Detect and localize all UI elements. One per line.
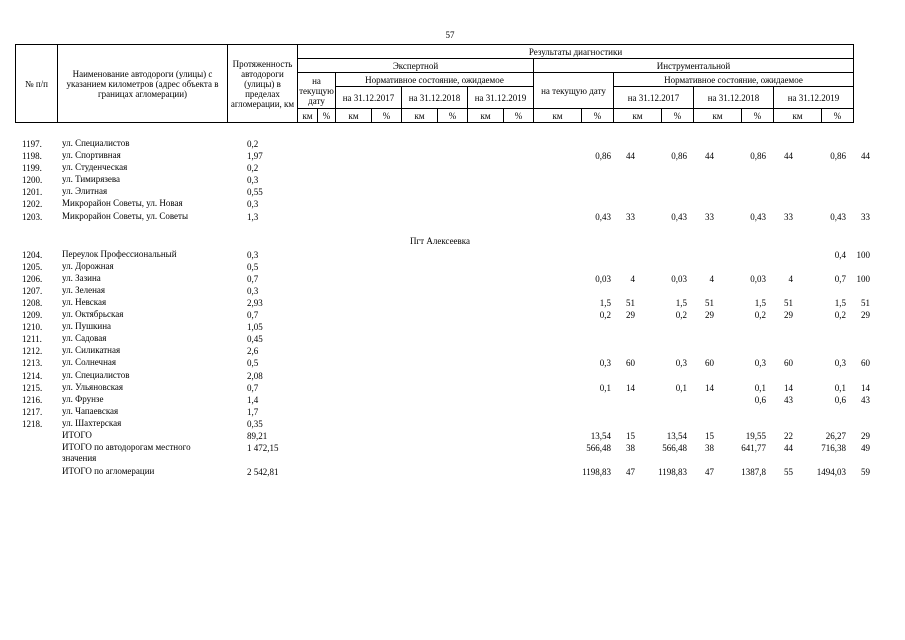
road-name: ул. Чапаевская [62, 405, 119, 416]
road-length: 0,3 [247, 199, 259, 210]
road-name: ул. Невская [62, 296, 107, 307]
value-pct: 29 [784, 310, 793, 321]
value-pct: 33 [705, 211, 714, 222]
value-pct: 60 [626, 358, 635, 369]
value-km: 26,27 [825, 430, 846, 441]
row-number: 1217. [22, 406, 43, 417]
value-km: 1198,83 [582, 467, 611, 478]
road-name: ул. Пушкина [62, 321, 112, 332]
row-number: 1214. [22, 370, 43, 381]
row-number: 1208. [22, 297, 43, 308]
row-number: 1207. [22, 285, 43, 296]
value-km: 0,86 [830, 151, 846, 162]
value-pct: 38 [705, 443, 714, 454]
header-length: Протяженность автодороги (улицы) в пределах агломерации, км [228, 45, 298, 123]
row-number: 1199. [22, 163, 42, 174]
value-pct: 33 [626, 211, 635, 222]
table-row [15, 162, 865, 174]
road-name: ул. Ульяновская [62, 381, 124, 392]
value-km: 0,86 [671, 151, 687, 162]
header-current-instr: на текущую дату [534, 73, 614, 109]
value-km: 0,3 [754, 358, 766, 369]
value-km: 0,4 [834, 249, 846, 260]
value-km: 641,77 [741, 443, 766, 454]
row-number: 1201. [22, 187, 43, 198]
row-number: 1205. [22, 261, 43, 272]
unit-km: км [774, 109, 822, 123]
value-km: 1387,8 [741, 467, 766, 478]
value-km: 1,5 [599, 297, 611, 308]
road-length: 1,7 [247, 406, 259, 417]
value-pct: 33 [861, 211, 870, 222]
value-pct: 29 [705, 310, 714, 321]
value-pct: 29 [626, 310, 635, 321]
road-length: 0,2 [247, 139, 259, 149]
header-expert: Экспертной [298, 59, 534, 73]
road-length: 1,3 [247, 211, 259, 222]
header-idate-2018: на 31.12.2018 [694, 87, 774, 109]
value-pct: 44 [705, 151, 714, 162]
unit-km: км [534, 109, 582, 123]
road-name: ул. Специалистов [62, 369, 130, 380]
road-name: ул. Элитная [62, 186, 108, 197]
table-row [15, 186, 865, 198]
value-pct: 43 [784, 394, 793, 405]
row-number: 1211. [22, 334, 42, 345]
header-table [15, 44, 854, 123]
road-name: ул. Тимирязева [62, 174, 121, 185]
road-length: 0,3 [247, 249, 259, 260]
value-pct: 100 [856, 249, 870, 260]
value-pct: 38 [626, 443, 635, 454]
road-length: 0,45 [247, 334, 263, 345]
road-name: ул. Солнечная [62, 357, 117, 368]
value-pct: 14 [705, 382, 714, 393]
value-pct: 60 [705, 358, 714, 369]
value-pct: 29 [861, 310, 870, 321]
value-pct: 100 [856, 273, 870, 284]
value-km: 0,43 [595, 211, 611, 222]
road-length: 2 542,81 [247, 467, 279, 478]
value-km: 19,55 [745, 430, 766, 441]
value-pct: 51 [784, 297, 793, 308]
header-date-2017: на 31.12.2017 [336, 87, 402, 109]
value-pct: 51 [626, 297, 635, 308]
road-name: ул. Спортивная [62, 150, 121, 161]
road-length: 0,35 [247, 418, 263, 429]
unit-pct: % [662, 109, 694, 123]
road-length: 0,7 [247, 382, 259, 393]
row-number: 1215. [22, 382, 43, 393]
road-name: ул. Силикатная [62, 345, 121, 356]
row-number: 1198. [22, 151, 42, 162]
value-pct: 47 [626, 467, 635, 478]
table-row [15, 418, 865, 430]
road-length: 1,97 [247, 151, 263, 162]
table-row [15, 150, 870, 162]
value-pct: 15 [626, 430, 635, 441]
unit-pct: % [582, 109, 614, 123]
table-row [15, 285, 865, 297]
unit-pct: % [318, 109, 336, 123]
value-km: 0,3 [834, 358, 846, 369]
value-pct: 14 [861, 382, 870, 393]
value-km: 0,03 [750, 273, 766, 284]
value-pct: 4 [709, 273, 714, 284]
rows-group-a [15, 138, 870, 235]
value-pct: 60 [784, 358, 793, 369]
value-km: 0,03 [595, 273, 611, 284]
value-km: 0,2 [754, 310, 766, 321]
row-number: 1209. [22, 310, 43, 321]
section-row [15, 235, 865, 249]
value-km: 0,6 [834, 394, 846, 405]
table-row [15, 429, 870, 442]
road-length: 0,2 [247, 163, 259, 174]
value-pct: 59 [861, 467, 870, 478]
unit-pct: % [438, 109, 468, 123]
value-pct: 44 [784, 443, 793, 454]
road-name: ул. Зазина [62, 272, 101, 283]
value-km: 1,5 [675, 297, 687, 308]
value-pct: 44 [626, 151, 635, 162]
value-km: 0,03 [671, 273, 687, 284]
table-row [15, 406, 865, 418]
table-row [15, 466, 870, 478]
unit-km: км [468, 109, 504, 123]
value-pct: 44 [784, 151, 793, 162]
road-name: ИТОГО по автодорогам местного значения [62, 442, 191, 464]
value-pct: 14 [626, 382, 635, 393]
value-km: 0,6 [754, 394, 766, 405]
table-row [15, 381, 870, 394]
value-pct: 29 [861, 430, 870, 441]
value-km: 0,86 [595, 151, 611, 162]
unit-km: км [694, 109, 742, 123]
page-number: 57 [445, 30, 455, 40]
road-length: 2,08 [247, 370, 263, 381]
road-name: ул. Октябрьская [62, 309, 124, 320]
road-name: ИТОГО по агломерации [62, 466, 155, 477]
value-pct: 49 [861, 443, 870, 454]
header-idate-2017: на 31.12.2017 [614, 87, 694, 109]
value-pct: 4 [630, 273, 635, 284]
value-km: 0,43 [750, 211, 766, 222]
road-name: ул. Садовая [62, 333, 107, 344]
value-km: 13,54 [666, 430, 687, 441]
road-name: ул. Фрунзе [62, 393, 104, 404]
row-number: 1218. [22, 418, 43, 429]
header-idate-2019: на 31.12.2019 [774, 87, 854, 109]
road-name: ул. Специалистов [62, 138, 130, 148]
value-km: 13,54 [590, 430, 611, 441]
table-row [15, 442, 870, 466]
table-row [15, 357, 870, 369]
header-instrumental: Инструментальной [534, 59, 854, 73]
unit-pct: % [742, 109, 774, 123]
unit-km: км [298, 109, 318, 123]
row-number: 1213. [22, 358, 43, 369]
road-length: 2,93 [247, 297, 263, 308]
value-km: 0,86 [750, 151, 766, 162]
road-name: ИТОГО [62, 429, 92, 440]
value-pct: 60 [861, 358, 870, 369]
table-row [15, 296, 870, 309]
table-row [15, 248, 870, 261]
value-pct: 15 [705, 430, 714, 441]
value-pct: 33 [784, 211, 793, 222]
road-length: 0,7 [247, 310, 259, 321]
road-name: Микрорайон Советы, ул. Новая [62, 198, 183, 209]
header-date-2019: на 31.12.2019 [468, 87, 534, 109]
table-row [15, 174, 865, 186]
value-pct: 55 [784, 467, 793, 478]
header-current-expert: на текущую дату [298, 73, 336, 109]
row-number: 1197. [22, 139, 42, 149]
value-km: 0,2 [599, 310, 611, 321]
unit-pct: % [822, 109, 854, 123]
road-length: 0,7 [247, 273, 259, 284]
value-km: 0,43 [671, 211, 687, 222]
value-km: 0,1 [599, 382, 611, 393]
value-pct: 47 [705, 467, 714, 478]
unit-km: км [402, 109, 438, 123]
table-body [15, 138, 870, 478]
row-number: 1204. [22, 249, 43, 260]
value-pct: 51 [861, 297, 870, 308]
value-km: 566,48 [662, 443, 687, 454]
road-length: 0,5 [247, 261, 259, 272]
value-km: 716,38 [821, 443, 846, 454]
table-row [15, 321, 865, 333]
value-pct: 44 [861, 151, 870, 162]
table-row [15, 210, 870, 235]
value-km: 0,1 [754, 382, 766, 393]
table-row [15, 333, 865, 345]
table-row [15, 345, 865, 357]
row-number: 1210. [22, 322, 43, 333]
road-length: 0,5 [247, 358, 259, 369]
table-row [15, 272, 870, 285]
road-length: 1 472,15 [247, 443, 279, 454]
row-number: 1203. [22, 211, 43, 222]
table-row [15, 261, 865, 273]
section-title: Пгт Алексеевка [409, 235, 471, 246]
row-number: 1212. [22, 346, 43, 357]
value-km: 0,43 [830, 211, 846, 222]
row-number: 1200. [22, 175, 43, 186]
table-row [15, 138, 865, 150]
header-results: Результаты диагностики [298, 45, 854, 59]
unit-pct: % [372, 109, 402, 123]
road-name: ул. Зеленая [62, 284, 106, 295]
header-name: Наименование автодороги (улицы) с указанием километров (адрес объекта в границах агломерации) [58, 45, 228, 123]
value-km: 0,3 [599, 358, 611, 369]
value-pct: 22 [784, 430, 793, 441]
value-km: 0,1 [675, 382, 687, 393]
value-km: 0,7 [834, 273, 846, 284]
table-row [15, 393, 870, 406]
unit-km: км [336, 109, 372, 123]
unit-km: км [614, 109, 662, 123]
header-normative-instr: Нормативное состояние, ожидаемое [614, 73, 854, 87]
road-length: 89,21 [247, 430, 268, 441]
value-km: 1,5 [834, 297, 846, 308]
road-length: 0,55 [247, 187, 263, 198]
value-km: 0,2 [675, 310, 687, 321]
value-km: 1198,83 [658, 467, 687, 478]
value-km: 1494,03 [816, 467, 846, 478]
value-pct: 51 [705, 297, 714, 308]
table-row [15, 370, 865, 382]
road-name: ул. Студенческая [62, 162, 128, 173]
value-km: 1,5 [754, 297, 766, 308]
road-name: Переулок Профессиональный [62, 248, 177, 259]
value-pct: 4 [788, 273, 793, 284]
value-km: 0,1 [834, 382, 846, 393]
value-km: 0,2 [834, 310, 846, 321]
row-number: 1202. [22, 199, 43, 210]
table-row [15, 309, 870, 321]
road-length: 1,4 [247, 394, 259, 405]
header-date-2018: на 31.12.2018 [402, 87, 468, 109]
header-normative-expert: Нормативное состояние, ожидаемое [336, 73, 534, 87]
road-length: 2,6 [247, 346, 259, 357]
value-km: 566,48 [586, 443, 611, 454]
unit-pct: % [504, 109, 534, 123]
road-name: Микрорайон Советы, ул. Советы [62, 210, 189, 221]
table-row [15, 198, 865, 210]
value-pct: 43 [861, 394, 870, 405]
road-length: 0,3 [247, 175, 259, 186]
road-name: ул. Дорожная [62, 260, 114, 271]
value-km: 0,3 [675, 358, 687, 369]
row-number: 1206. [22, 273, 43, 284]
road-length: 0,3 [247, 285, 259, 296]
header-num: № п/п [16, 45, 58, 123]
road-length: 1,05 [247, 322, 263, 333]
road-name: ул. Шахтерская [62, 417, 122, 428]
row-number: 1216. [22, 394, 43, 405]
rows-group-b [15, 248, 870, 479]
value-pct: 14 [784, 382, 793, 393]
